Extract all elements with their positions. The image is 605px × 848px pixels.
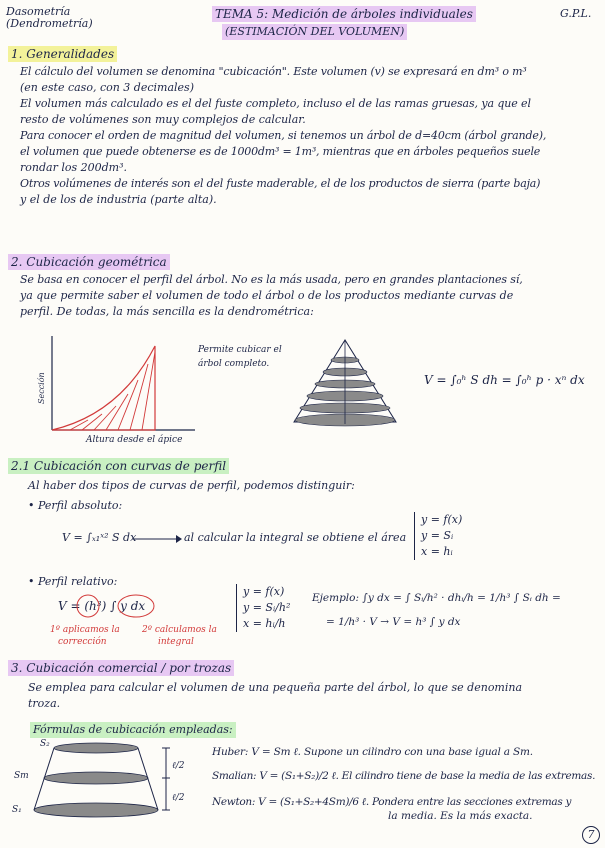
newton-formula: Newton: V = (S₁+S₂+4Sm)/6 ℓ. Pondera entre las secciones extremas y (212, 796, 572, 808)
text-line: Para conocer el orden de magnitud del volumen, si tenemos un árbol de d=40cm (árbol grande), (20, 129, 547, 142)
text-line: Se emplea para calcular el volumen de una pequeña parte del árbol, lo que se denomina (28, 681, 523, 694)
text-line: El volumen más calculado es el del fuste completo, incluso el de las ramas gruesas, ya que el (20, 97, 531, 110)
volume-integral-formula: V = ∫₀ʰ S dh = ∫₀ʰ p · xⁿ dx (424, 373, 585, 387)
log-section-sketch (30, 740, 180, 820)
text-line: troza. (28, 697, 61, 710)
page-number: 7 (582, 826, 600, 844)
equation: x = hᵢ (421, 545, 453, 558)
section-3-heading: 3. Cubicación comercial / por trozas (8, 660, 234, 676)
label-sm: Sm (14, 771, 29, 781)
section-1-heading: 1. Generalidades (8, 46, 117, 62)
newton-formula-cont: la media. Es la más exacta. (388, 810, 533, 822)
section-2-heading: 2. Cubicación geométrica (8, 254, 170, 270)
relative-profile-formula: V = (h³) ∫ y dx (58, 599, 146, 613)
chart-note-line1: Permite cubicar el (198, 345, 282, 355)
page-title: TEMA 5: Medición de árboles individuales (212, 6, 476, 22)
text-line: Otros volúmenes de interés son el del fuste maderable, el de los productos de sierra (parte baja) (20, 177, 541, 190)
text-line: Se basa en conocer el perfil del árbol. No es la más usada, pero en grandes plantaciones sí, (20, 273, 523, 286)
example-line-1: Ejemplo: ∫y dx = ∫ Sᵢ/h² · dhᵢ/h = 1/h³ ∫ Sᵢ dh = (312, 592, 561, 604)
chart-x-label: Altura desde el ápice (86, 435, 183, 445)
profile-curve-sketch (30, 334, 200, 444)
equation: y = Sᵢ (421, 529, 454, 542)
absolute-profile-system (414, 512, 462, 560)
chart-y-label: Sección (37, 372, 46, 404)
text-line: y el de los de industria (parte alta). (20, 193, 217, 206)
profile-curve (52, 346, 155, 430)
relative-note-1: 1º aplicamos la (50, 625, 120, 635)
relative-note-2: 2º calculamos la (142, 625, 217, 635)
example-line-2: = 1/h³ · V → V = h³ ∫ y dx (326, 616, 461, 628)
page-subtitle: (ESTIMACIÓN DEL VOLUMEN) (222, 24, 407, 40)
subject-label: Dasometría (6, 5, 71, 18)
section-2-body (20, 272, 600, 320)
label-half-top: ℓ/2 (172, 761, 185, 771)
text-line: resto de volúmenes son muy complejos de calcular. (20, 113, 306, 126)
huber-formula: Huber: V = Sm ℓ. Supone un cilindro con una base igual a Sm. (212, 746, 533, 758)
label-s2: S₂ (40, 739, 50, 749)
section-21-heading: 2.1 Cubicación con curvas de perfil (8, 458, 229, 474)
equation: y = Sᵢ/h² (243, 601, 291, 614)
smalian-formula: Smalian: V = (S₁+S₂)/2 ℓ. El cilindro tiene de base la media de las extremas. (212, 770, 596, 782)
absolute-profile-formula: V = ∫ₓ₁ˣ² S dx (62, 531, 137, 544)
text-line: ya que permite saber el volumen de todo el árbol o de los productos mediante curvas de (20, 289, 514, 302)
hatched-area (70, 352, 155, 430)
text-line: El cálculo del volumen se denomina "cubicación". Este volumen (v) se expresará en dm³ o m³ (20, 65, 527, 78)
text-line: perfil. De todas, la más sencilla es la dendrométrica: (20, 305, 314, 318)
formulas-subheading: Fórmulas de cubicación empleadas: (30, 722, 236, 738)
stacked-tree-sketch (290, 338, 400, 430)
equation: y = f(x) (243, 585, 285, 598)
absolute-profile-label: • Perfil absoluto: (28, 499, 123, 512)
relative-note-2b: integral (158, 637, 194, 647)
section-3-body (28, 680, 598, 712)
chart-note-line2: árbol completo. (198, 359, 270, 369)
relative-profile-label: • Perfil relativo: (28, 575, 118, 588)
relative-note-1b: corrección (58, 637, 107, 647)
label-s1: S₁ (12, 805, 22, 815)
equation: x = hᵢ/h (243, 617, 286, 630)
text-line: (en este caso, con 3 decimales) (20, 81, 194, 94)
equation: y = f(x) (421, 513, 463, 526)
text-line: el volumen que puede obtenerse es de 1000dm³ = 1m³, mientras que en árboles pequeños suele (20, 145, 541, 158)
label-half-bottom: ℓ/2 (172, 793, 185, 803)
absolute-profile-text: al calcular la integral se obtiene el área (184, 531, 407, 544)
annotation-circles (74, 590, 164, 624)
section-21-intro: Al haber dos tipos de curvas de perfil, podemos distinguir: (28, 479, 355, 492)
author-initials: G.P.L. (560, 7, 592, 20)
section-1-body (20, 64, 600, 208)
subject-alt-label: (Dendrometría) (6, 17, 93, 30)
relative-profile-system (236, 584, 290, 632)
arrow-icon (132, 534, 182, 544)
text-line: rondar los 200dm³. (20, 161, 127, 174)
